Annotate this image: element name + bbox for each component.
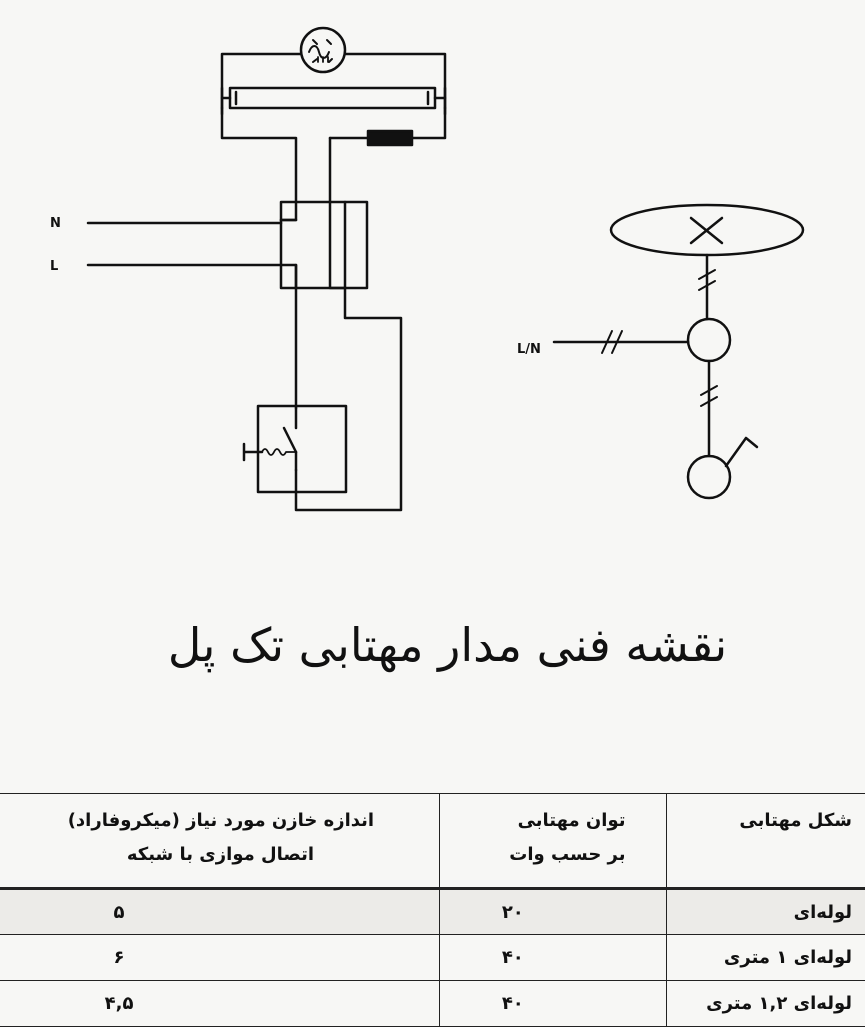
- header-power-line1: توان مهتابی: [517, 810, 626, 831]
- cell-shape: لوله‌ای ۱,۲ متری: [666, 981, 865, 1027]
- diagram-caption: نقشه فنی مدار مهتابی تک پل: [167, 618, 728, 672]
- header-capacitor-line1: اندازه خازن مورد نیاز (میکروفاراد): [67, 810, 375, 831]
- header-power-line2: بر حسب وات: [509, 844, 626, 865]
- header-capacitor: [0, 794, 440, 889]
- cell-power-value: ۴۰: [501, 947, 524, 968]
- ballast-icon: [330, 131, 412, 145]
- single-line-diagram: [554, 205, 803, 498]
- lamp-cross-icon: [691, 218, 722, 243]
- capacitor-table: [0, 793, 865, 1027]
- wiring-diagram: [88, 28, 445, 510]
- cell-power-value: ۲۰: [501, 901, 524, 923]
- cell-capacitor-value: ۶: [113, 947, 125, 968]
- cell-capacitor-value: ۵: [113, 901, 125, 923]
- switch-symbol-icon: [688, 438, 757, 498]
- cell-capacitor: [0, 981, 440, 1027]
- table-row: [0, 935, 865, 981]
- header-capacitor-line2: اتصال موازی با شبکه: [126, 844, 315, 865]
- cell-capacitor: [0, 889, 440, 935]
- table-row: [0, 981, 865, 1027]
- starter-icon: [301, 28, 345, 72]
- header-power: [440, 794, 666, 889]
- cell-shape: لوله‌ای: [666, 889, 865, 935]
- cell-shape: لوله‌ای ۱ متری: [666, 935, 865, 981]
- cell-power: [440, 935, 666, 981]
- junction-box: [281, 202, 367, 288]
- table-row: [0, 889, 865, 935]
- cell-capacitor-value: ۴,۵: [104, 993, 134, 1014]
- tube-icon: [222, 88, 445, 108]
- cell-power: [440, 889, 666, 935]
- header-shape: [666, 794, 865, 889]
- cell-capacitor: [0, 935, 440, 981]
- cell-power-value: ۴۰: [501, 993, 524, 1014]
- starter-wires: [222, 54, 445, 114]
- cell-power: [440, 981, 666, 1027]
- table-header-row: [0, 794, 865, 889]
- line-neutral-label: L/N: [517, 342, 541, 357]
- neutral-label: N: [50, 216, 61, 231]
- junction-icon: [688, 319, 730, 361]
- header-shape-text: شکل مهتابی: [739, 810, 852, 831]
- line-label: L: [50, 259, 59, 274]
